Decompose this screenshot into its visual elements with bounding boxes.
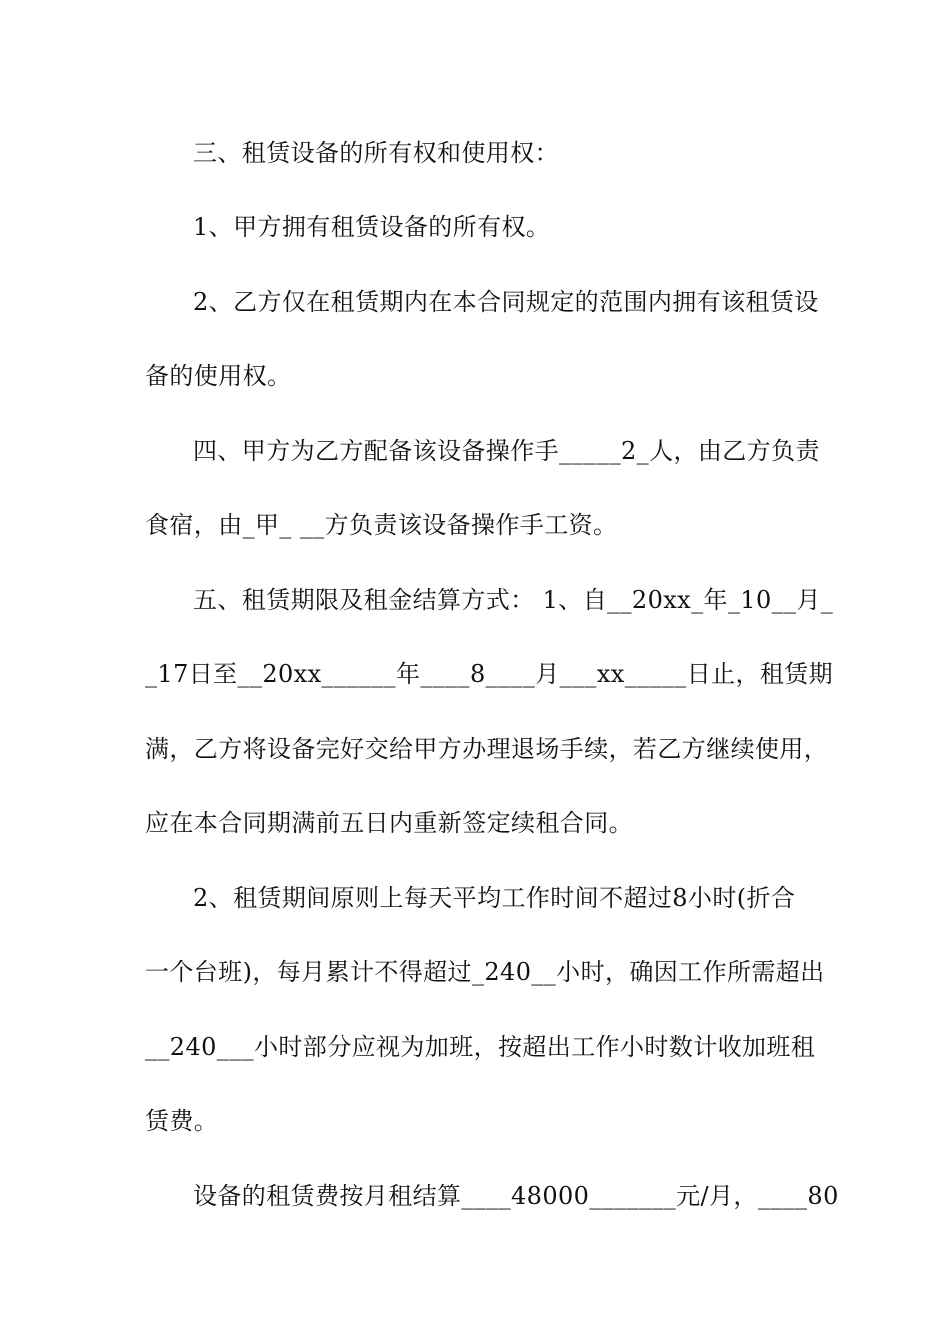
clause-3-2-line-2: 备的使用权。 (145, 362, 292, 390)
clause-5-2-line-1: 2、租赁期间原则上每天平均工作时间不超过8小时(折合 (193, 884, 796, 912)
clause-3-1: 1、甲方拥有租赁设备的所有权。 (193, 213, 551, 241)
section-4-line-2: 食宿，由_甲_ __方负责该设备操作手工资。 (145, 511, 618, 539)
section-5-line-2: _17日至__20xx______年____8____月___xx_____日止，租赁期 (145, 660, 834, 688)
clause-3-2-line-1: 2、乙方仅在租赁期内在本合同规定的范围内拥有该租赁设 (193, 288, 819, 316)
section-5-line-3: 满，乙方将设备完好交给甲方办理退场手续，若乙方继续使用， (145, 735, 829, 763)
clause-5-2-line-2: 一个台班)，每月累计不得超过_240__小时，确因工作所需超出 (145, 958, 825, 986)
section-5-line-4: 应在本合同期满前五日内重新签定续租合同。 (145, 809, 633, 837)
section-4-line-1: 四、甲方为乙方配备该设备操作手_____2_人，由乙方负责 (193, 437, 820, 465)
clause-5-2-line-4: 赁费。 (145, 1107, 219, 1135)
rent-fee-line: 设备的租赁费按月租结算____48000_______元/月，____80 (193, 1182, 839, 1210)
section-5-line-1: 五、租赁期限及租金结算方式： 1、自__20xx_年_10__月_ (193, 586, 834, 614)
section-3-heading: 三、租赁设备的所有权和使用权： (193, 139, 559, 167)
clause-5-2-line-3: __240___小时部分应视为加班，按超出工作小时数计收加班租 (145, 1033, 816, 1061)
